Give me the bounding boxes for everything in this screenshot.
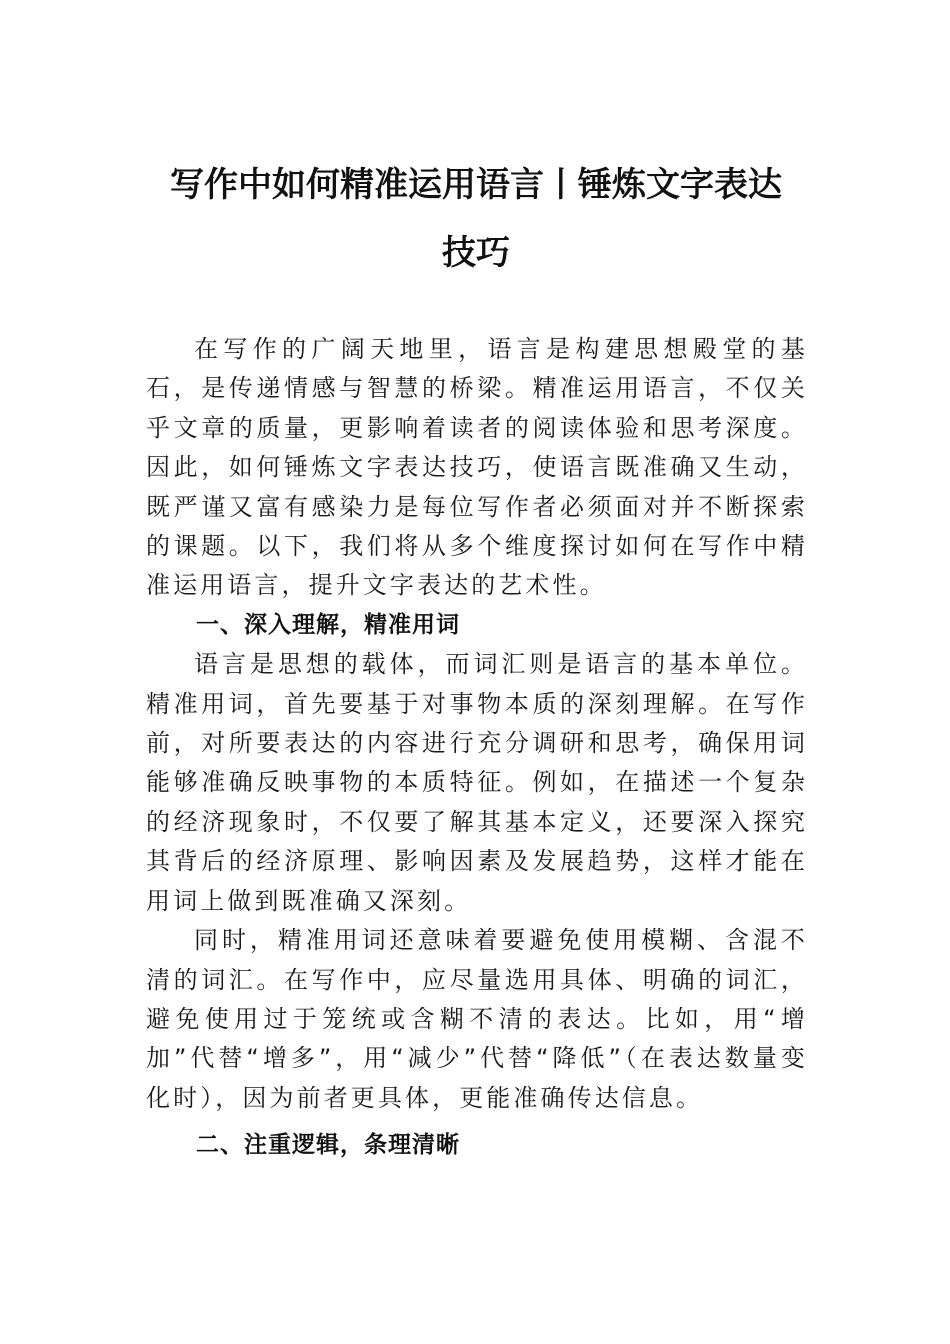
section-1-paragraph-2: 同时，精准用词还意味着要避免使用模糊、含混不清的词汇。在写作中，应尽量选用具体、明确的词汇，避免使用过于笼统或含糊不清的表达。比如，用“增加”代替“增多”，用“减少”代替“降低”（在表达数量变化时），因为前者更具体，更能准确传达信息。 xyxy=(146,926,808,1112)
section-heading-2: 二、注重逻辑，条理清晰 xyxy=(196,1132,460,1159)
document-body xyxy=(146,330,808,1166)
intro-paragraph: 在写作的广阔天地里，语言是构建思想殿堂的基石，是传递情感与智慧的桥梁。精准运用语言，不仅关乎文章的质量，更影响着读者的阅读体验和思考深度。因此，如何锤炼文字表达技巧，使语言既准确又生动，既严谨又富有感染力是每位写作者必须面对并不断探索的课题。以下，我们将从多个维度探讨如何在写作中精准运用语言，提升文字表达的艺术性。 xyxy=(146,335,808,600)
document-title-line-2: 技巧 xyxy=(442,233,510,273)
section-heading-1: 一、深入理解，精准用词 xyxy=(196,611,460,638)
document-title-line-1: 写作中如何精准运用语言丨锤炼文字表达 xyxy=(170,165,782,205)
section-1-paragraph-1: 语言是思想的载体，而词汇则是语言的基本单位。精准用词，首先要基于对事物本质的深刻理解。在写作前，对所要表达的内容进行充分调研和思考，确保用词能够准确反映事物的本质特征。例如，在描述一个复杂的经济现象时，不仅要了解其基本定义，还要深入探究其背后的经济原理、影响因素及发展趋势，这样才能在用词上做到既准确又深刻。 xyxy=(146,650,808,915)
